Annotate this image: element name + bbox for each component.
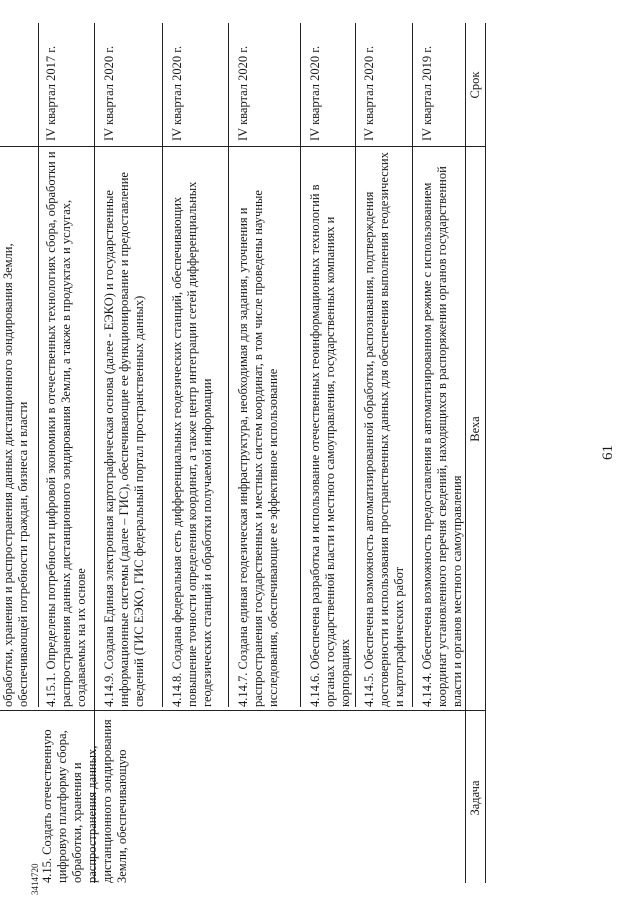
row-divider xyxy=(412,23,413,707)
deadline-cell: IV квартал 2017 г. xyxy=(44,45,58,141)
header-milestone: Веха xyxy=(468,416,482,442)
task-cell: 4.15. Создать отечественную цифровую платформу сбора, обработки, хранения и распространения данных, дистанционного зондирования Земли, обеспечивающую xyxy=(40,719,129,883)
header-top-rule xyxy=(465,23,466,883)
deadline-cell: IV квартал 2020 г. xyxy=(308,45,322,141)
row-divider xyxy=(162,23,163,707)
milestones-table xyxy=(0,23,600,883)
milestone-cell: 4.15.1. Определены потребности цифровой экономики в отечественных технологиях сбора, обработки и распространения данных дистанционного зондирования Земли, а также в продуктах и услугах, создаваемых на их основе xyxy=(44,151,88,707)
milestone-cell: 4.14.7. Создана единая геодезическая инфраструктура, необходимая для задания, уточнения и распространения государственных и местных систем координат, в том числе проведены научные исследования, обеспечивающие ее эффективное использование xyxy=(236,190,280,707)
deadline-cell: IV квартал 2020 г. xyxy=(102,45,116,141)
row-divider xyxy=(300,23,301,707)
deadline-cell: IV квартал 2019 г. xyxy=(420,45,434,141)
deadline-cell: IV квартал 2020 г. xyxy=(236,45,250,141)
deadline-cell: IV квартал 2020 г. xyxy=(362,45,376,141)
milestone-cell: 4.14.4. Обеспечена возможность предоставления в автоматизированном режиме с использованием координат установленного перечня сведений, находящихся в распоряжении органов государственной власти и органов местного самоуправления xyxy=(420,166,464,707)
milestone-cell: 4.14.8. Создана федеральная сеть дифференциальных геодезических станций, обеспечивающих повышение точности определения координат, а также центр интеграции сетей дифференциальных геодезических станций и обработки получаемой информации xyxy=(170,181,214,707)
milestone-cell: 4.14.9. Создана Единая электронная картографическая основа (далее - ЕЭКО) и государственные информационные системы (далее – ГИС), обеспечивающие ее функционирование и предоставление сведений (ГИС ЕЭКО, ГИС федеральный портал пространственных данных) xyxy=(102,172,146,707)
milestone-cell: обработки, хранения и распространения данных дистанционного зондирования Земли, обеспечивающей потребности граждан, бизнеса и власти xyxy=(1,243,30,707)
row-divider xyxy=(355,23,356,707)
col-divider-task xyxy=(0,710,485,711)
header-task: Задача xyxy=(468,780,482,816)
header-bottom-rule xyxy=(485,23,486,883)
milestone-cell: 4.14.5. Обеспечена возможность автоматизированной обработки, распознавания, подтверждения достоверности и использования пространственных данных для обеспечения выполнения геодезических и картографических работ xyxy=(362,152,406,707)
deadline-cell xyxy=(0,29,1,141)
row-divider xyxy=(228,23,229,707)
header-deadline: Срок xyxy=(468,71,482,99)
row-divider xyxy=(38,23,39,707)
deadline-cell: IV квартал 2020 г. xyxy=(170,45,184,141)
milestone-cell: 4.14.6. Обеспечена разработка и использование отечественных геоинформационных технологий в органах государственной власти и местного самоуправления, государственных компаниях и корпорациях xyxy=(308,184,352,707)
document-code: 3414720 xyxy=(30,863,40,895)
page-number: 61 xyxy=(600,445,616,460)
